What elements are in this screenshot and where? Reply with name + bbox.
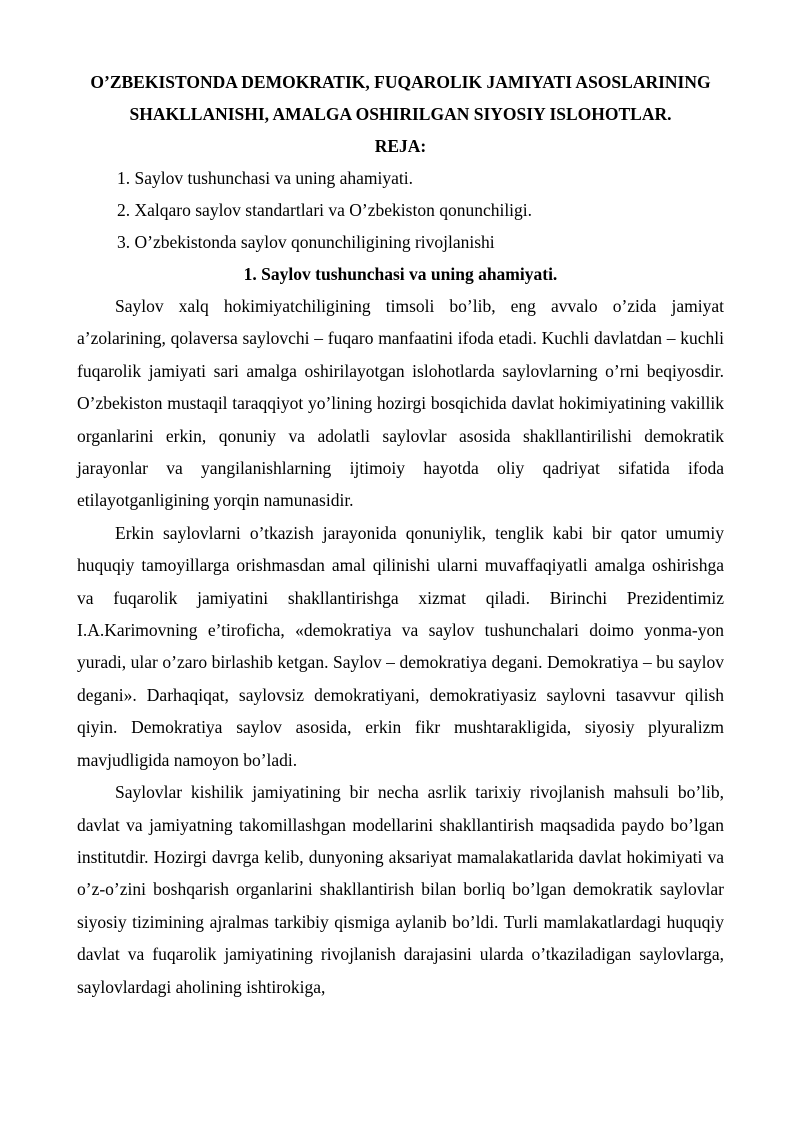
document-title: O’ZBEKISTONDA DEMOKRATIK, FUQAROLIK JAMIYATI ASOSLARINING SHAKLLANISHI, AMALGA OSHIRILGAN SIYOSIY ISLOHOTLAR. — [90, 72, 711, 124]
plan-list — [77, 162, 724, 258]
body-paragraph: Saylovlar kishilik jamiyatining bir necha asrlik tarixiy rivojlanish mahsuli bo’lib, davlat va jamiyatning takomillashgan modellarini shakllantirish maqsadida paydo bo’lgan institutdir. Hozirgi davrga kelib, dunyoning aksariyat mamalakatlarida davlat hokimiyati va o’z-o’zini boshqarish organlarini shakllantirish bilan borliq bo’lgan demokratik saylovlar siyosiy tizimining ajralmas tarkibiy qismiga aylanib bo’ldi. Turli mamlakatlardagi huquqiy davlat va fuqarolik jamiyatining rivojlanish darajasini ularda o’tkaziladigan saylovlarga, saylovlardagi aholining ishtirokiga, — [77, 782, 724, 997]
body-paragraph: Saylov xalq hokimiyatchiligining timsoli bo’lib, eng avvalo o’zida jamiyat a’zolarining, qolaversa saylovchi – fuqaro manfaatini ifoda etadi. Kuchli davlatdan – kuchli fuqarolik jamiyati sari amalga oshirilayotgan islohotlarda saylovlarning o’rni beqiyosdir. O’zbekiston mustaqil taraqqiyot yo’lining hozirgi bosqichida davlat hokimiyatining vakillik organlarini erkin, qonuniy va adolatli saylovlar asosida shakllantirilishi demokratik jarayonlar va yangilanishlarning ijtimoiy hayotda oliy qadriyat sifatida ifoda etilayotganligining yorqin namunasidir. — [77, 296, 724, 511]
section-heading: 1. Saylov tushunchasi va uning ahamiyati. — [243, 264, 558, 284]
plan-item: 1. Saylov tushunchasi va uning ahamiyati. — [117, 168, 413, 188]
plan-item: 2. Xalqaro saylov standartlari va O’zbekiston qonunchiligi. — [117, 200, 533, 220]
body-paragraph: Erkin saylovlarni o’tkazish jarayonida qonuniylik, tenglik kabi bir qator umumiy huquqiy tamoyillarga orishmasdan amal qilinishi ularni muvaffaqiyatli amalga oshirishga va fuqarolik jamiyatini shakllantirishga xizmat qiladi. Birinchi Prezidentimiz I.A.Karimovning e’tiroficha, «demokratiya va saylov tushunchalari doimo yonma-yon yuradi, ular o’zaro birlashib ketgan. Saylov – demokratiya degani. Demokratiya – bu saylov degani». Darhaqiqat, saylovsiz demokratiyani, demokratiyasiz saylovni tasavvur qilish qiyin. Demokratiya saylov asosida, erkin fikr mushtarakligida, siyosiy plyuralizm mavjudligida namoyon bo’ladi. — [77, 522, 724, 770]
plan-heading: REJA: — [374, 136, 427, 156]
plan-item: 3. O’zbekistonda saylov qonunchiligining rivojlanishi — [117, 232, 495, 252]
